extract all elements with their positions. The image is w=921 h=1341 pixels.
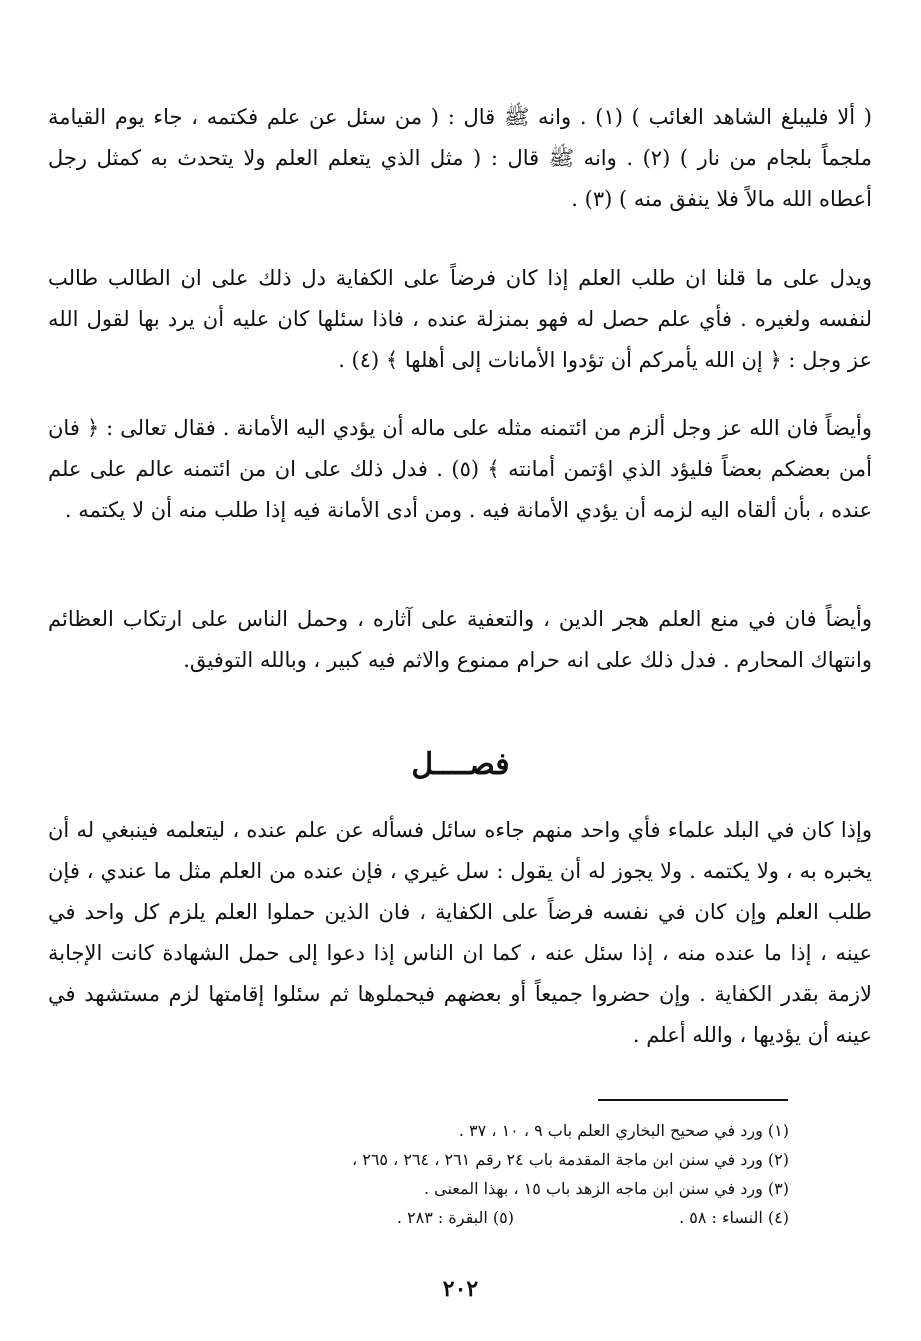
footnote-item-pair — [229, 1203, 789, 1232]
footnote-item: (٣) ورد في سنن ابن ماجه الزهد باب ١٥ ، بهذا المعنى . — [423, 1179, 789, 1198]
paragraph-obligation: ويدل على ما قلنا ان طلب العلم إذا كان فرضاً على الكفاية دل ذلك على ان الطالب طالب لنفسه ولغيره . فأي علم حصل له فهو بمنزلة عنده ، فاذا سئلها كان عليه أن يرد بها لقول الله عز وجل : ﴿ إن الله يأمركم أن تؤدوا الأمانات إلى أهلها ﴾ (٤) . — [48, 266, 873, 372]
paragraph-hadith: ( ألا فليبلغ الشاهد الغائب ) (١) . وانه ﷺ قال : ( من سئل عن علم فكتمه ، جاء يوم القيامة ملجماً بلجام من نار ) (٢) . وانه ﷺ قال : ( مثل الذي يتعلم العلم ولا يتحدث به كمثل رجل أعطاه الله مالاً فلا ينفق منه ) (٣) . — [48, 105, 872, 211]
footnote-baqara: (٥) البقرة : ٢٨٣ . — [396, 1208, 514, 1227]
footnote-item: (٢) ورد في سنن ابن ماجة المقدمة باب ٢٤ رقم ٢٦١ ، ٢٦٤ ، ٢٦٥ ، — [351, 1150, 789, 1169]
page-number: ٢٠٢ — [442, 1276, 479, 1302]
footnote-nisa: (٤) النساء : ٥٨ . — [679, 1208, 789, 1227]
paragraph-withholding: وأيضاً فان في منع العلم هجر الدين ، والتعفية على آثاره ، وحمل الناس على ارتكاب العظائم وانتهاك المحارم . فدل ذلك على انه حرام ممنوع والاثم فيه كبير ، وبالله التوفيق. — [48, 607, 872, 672]
paragraph-section: وإذا كان في البلد علماء فأي واحد منهم جاءه سائل فسأله عن علم عنده ، ليتعلمه فينبغي له أن يخبره به ، ولا يكتمه . ولا يجوز له أن يقول : سل غيري ، فإن عنده من العلم مثل ما عندي ، فإن طلب العلم وإن كان في نفسه فرضاً على الكفاية ، فان الذين حملوا العلم يلزم كل واحد في عينه ، إذا ما عنده منه ، إذا سئل عنه ، كما ان الناس إذا دعوا إلى حمل الشهادة كانت الإجابة لازمة بقدر الكفاية . وإن حضروا جميعاً أو بعضهم فيحملوها ثم سئلوا إقامتها لزم مستشهد في عينه أن يؤديها ، والله أعلم . — [48, 818, 872, 1047]
section-heading: فصــــل — [411, 747, 510, 782]
footnote-divider — [598, 1099, 788, 1101]
paragraph-trust: وأيضاً فان الله عز وجل ألزم من ائتمنه مثله على ماله أن يؤدي اليه الأمانة . فقال تعالى : ﴿ فان أمن بعضكم بعضاً فليؤد الذي اؤتمن أمانته ﴾ (٥) . فدل ذلك على ان من ائتمنه عالم على علم عنده ، بأن ألقاه اليه لزمه أن يؤدي الأمانة فيه . ومن أدى الأمانة فيه إذا طلب منه أن لا يكتمه . — [48, 416, 872, 522]
footnote-item: (١) ورد في صحيح البخاري العلم باب ٩ ، ١٠ ، ٣٧ . — [458, 1121, 789, 1140]
footnotes-list — [229, 1116, 789, 1232]
